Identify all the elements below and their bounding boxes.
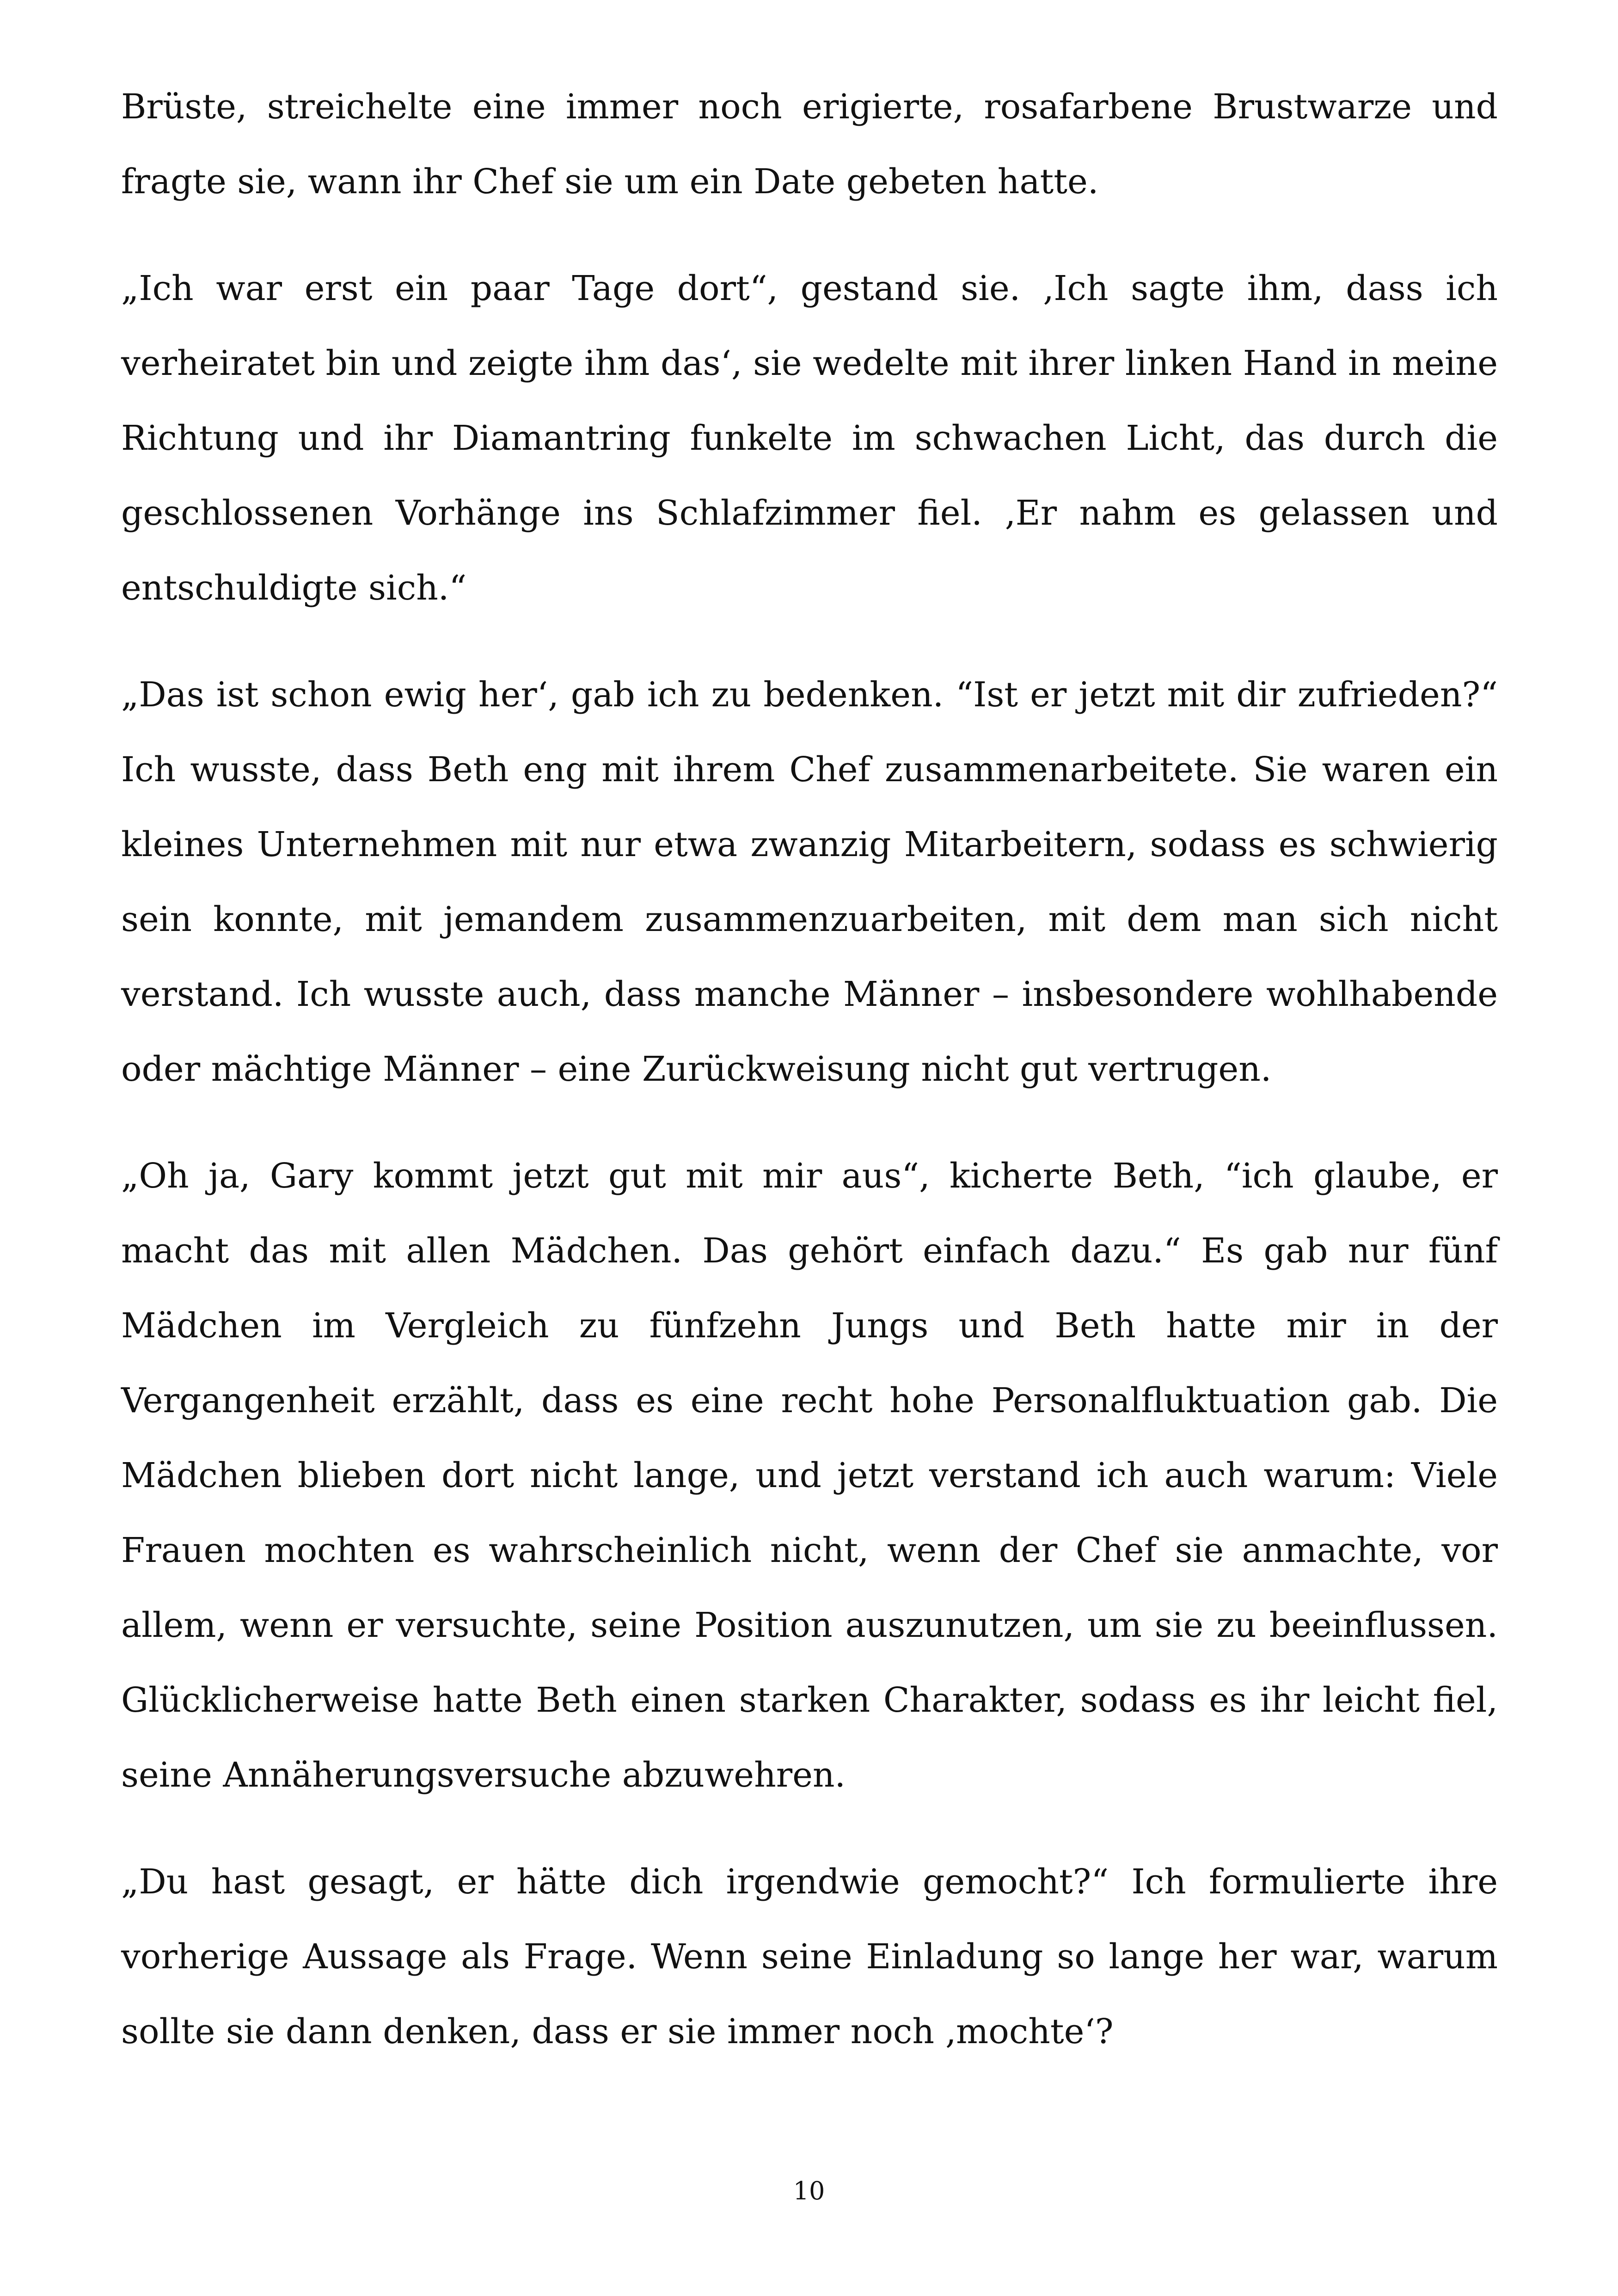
paragraph-1: Brüste, streichelte eine immer noch erigierte, rosafarbene Brustwarze und fragte sie, wann ihr Chef sie um ein Date gebeten hatte. — [121, 87, 1498, 202]
paragraph-4: „Oh ja, Gary kommt jetzt gut mit mir aus“, kicherte Beth, “ich glaube, er macht das mit allen Mädchen. Das gehört einfach dazu.“ Es gab nur fünf Mädchen im Vergleich zu fünfzehn Jungs und Beth hatte mir in der Vergangenheit erzählt, dass es eine recht hohe Personalfluktuation gab. Die Mädchen blieben dort nicht lange, und jetzt verstand ich auch warum: Viele Frauen mochten es wahrscheinlich nicht, wenn der Chef sie anmachte, vor allem, wenn er versuchte, seine Position auszunutzen, um sie zu beeinflussen. Glücklicherweise hatte Beth einen starken Charakter, sodass es ihr leicht fiel, seine Annäherungsversuche abzuwehren. — [121, 1156, 1498, 1795]
paragraph-3: „Das ist schon ewig her‘, gab ich zu bedenken. “Ist er jetzt mit dir zufrieden?“ Ich wusste, dass Beth eng mit ihrem Chef zusammenarbeitete. Sie waren ein kleines Unternehmen mit nur etwa zwanzig Mitarbeitern, sodass es schwierig sein konnte, mit jemandem zusammenzuarbeiten, mit dem man sich nicht verstand. Ich wusste auch, dass manche Männer – insbesondere wohlhabende oder mächtige Männer – eine Zurückweisung nicht gut vertrugen. — [121, 675, 1498, 1089]
body-text — [121, 69, 1498, 2069]
page-number: 10 — [793, 2176, 825, 2205]
paragraph-2: „Ich war erst ein paar Tage dort“, gestand sie. ‚Ich sagte ihm, dass ich verheiratet bin und zeigte ihm das‘, sie wedelte mit ihrer linken Hand in meine Richtung und ihr Diamantring funkelte im schwachen Licht, das durch die geschlossenen Vorhänge ins Schlafzimmer fiel. ‚Er nahm es gelassen und entschuldigte sich.“ — [121, 269, 1498, 608]
paragraph-5: „Du hast gesagt, er hätte dich irgendwie gemocht?“ Ich formulierte ihre vorherige Aussage als Frage. Wenn seine Einladung so lange her war, warum sollte sie dann denken, dass er sie immer noch ‚mochte‘? — [121, 1862, 1498, 2051]
